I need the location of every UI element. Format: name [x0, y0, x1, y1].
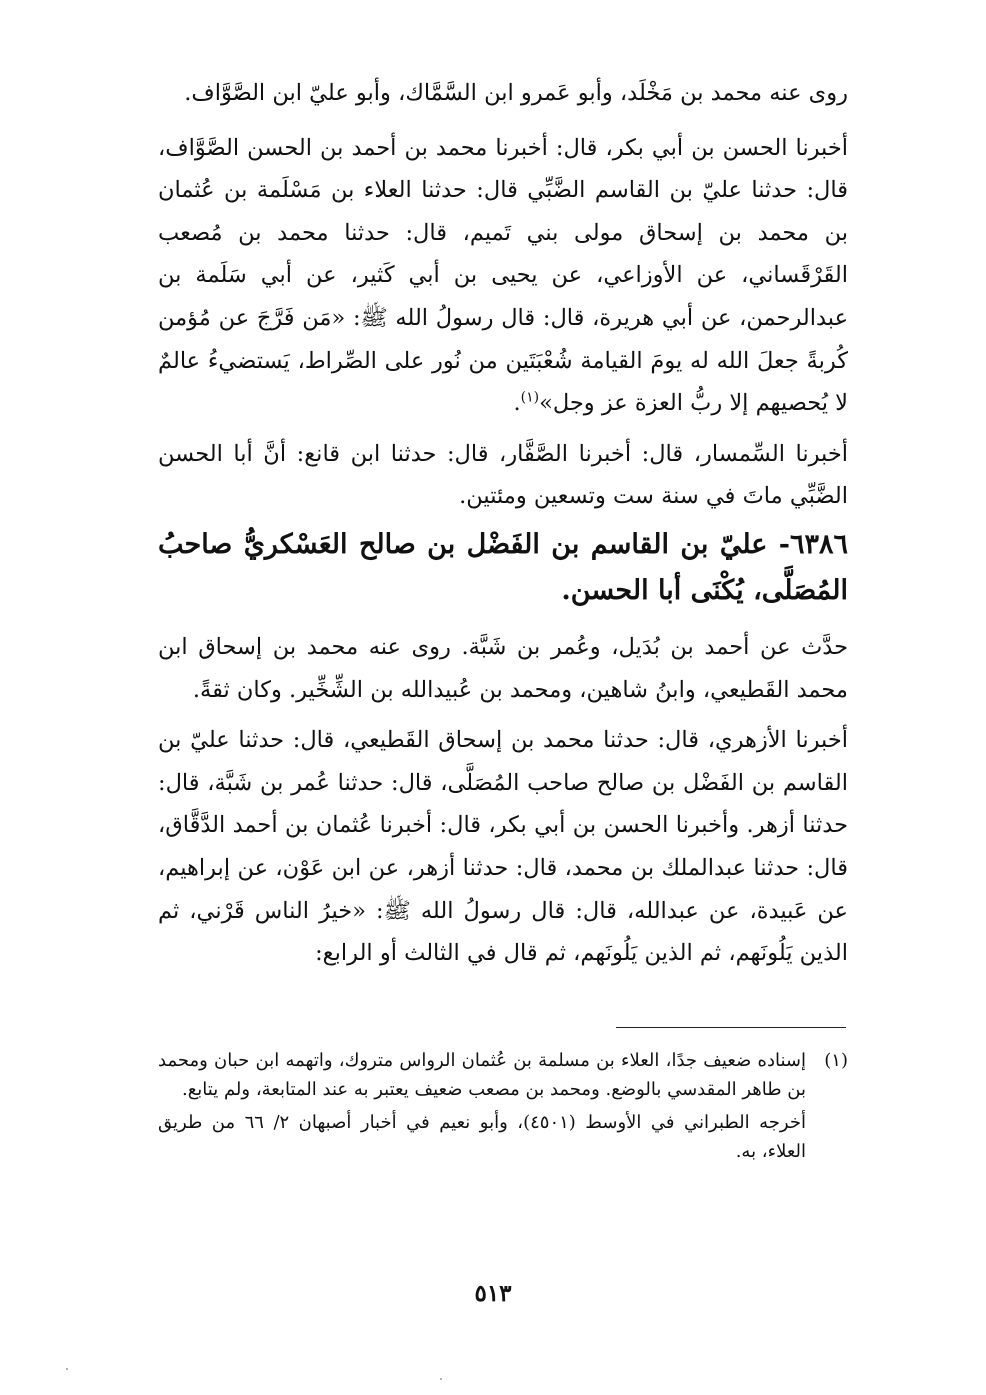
footnote-ref-1[interactable]: (١) — [520, 389, 540, 406]
hadith-text-1: أخبرنا الحسن بن أبي بكر، قال: أخبرنا محمد بن أحمد بن الحسن الصَّوَّاف، قال: حدثنا عليّ بن القاسم الضَّبِّي قال: حدثنا العلاء بن مَسْلَمة بن عُثمان بن محمد بن إسحاق مولى بني تَميم، قال: حدثنا محمد بن مُصعب القَرْقَساني، عن الأوزاعي، عن يحيى بن أبي كَثير، عن أبي سَلَمة بن عبدالرحمن، عن أبي هريرة، قال: قال رسولُ الله ﷺ: «مَن فَرَّجَ عن مُؤمن كُربةً جعلَ الله له يومَ القيامة شُعْبَتَين من نُور على الصِّراط، يَستضيءُ عالمٌ لا يُحصيهم إلا ربُّ العزة عز وجل» — [158, 134, 848, 417]
page-number: ٥١٣ — [474, 1280, 512, 1307]
hadith-end-mark: . — [513, 390, 521, 417]
footnote-1-continuation: أخرجه الطبراني في الأوسط (٤٥٠١)، وأبو نعيم في أخبار أصبهان ٢/ ٦٦ من طريق العلاء، به. — [158, 1112, 806, 1162]
biography-heading: ٦٣٨٦- عليّ بن القاسم بن الفَضْل بن صالح العَسْكريُّ صاحبُ المُصَلَّى، يُكْنَى أبا الحسن. — [158, 528, 848, 606]
footnote-number: (١) — [824, 1050, 848, 1071]
scan-speck — [66, 1368, 68, 1370]
hadith-paragraph-2: أخبرنا الأزهري، قال: حدثنا محمد بن إسحاق القَطيعي، قال: حدثنا عليّ بن القاسم بن الفَضْل بن صالح صاحب المُصَلَّى، قال: حدثنا عُمر بن شَبَّة، قال: حدثنا أزهر. وأخبرنا الحسن بن أبي بكر، قال: أخبرنا عُثمان بن أحمد الدَّقَّاق، قال: حدثنا عبدالملك بن محمد، قال: حدثنا أزهر، عن ابن عَوْن، عن إبراهيم، عن عَبيدة، عن عبدالله، قال: قال رسولُ الله ﷺ: «خيرُ الناس قَرْني، ثم الذين يَلُونَهم، ثم الذين يَلُونَهم، ثم قال في الثالث أو الرابع: — [158, 727, 848, 967]
footnote-separator — [616, 1027, 846, 1028]
footnotes — [158, 1046, 848, 1166]
hadith-paragraph-1 — [158, 127, 848, 425]
main-text — [158, 72, 848, 975]
death-note-paragraph: أخبرنا السِّمسار، قال: أخبرنا الصَّفَّار، قال: حدثنا ابن قانع: أنَّ أبا الحسن الضَّبِّي ماتَ في سنة ست وتسعين ومئتين. — [158, 440, 848, 510]
biography-paragraph: حدَّث عن أحمد بن بُدَيل، وعُمر بن شَبَّة. روى عنه محمد بن إسحاق ابن محمد القَطيعي، وابنُ شاهين، ومحمد بن عُبيدالله بن الشِّخِّير. وكان ثقةً. — [158, 633, 848, 703]
footnote-text: إسناده ضعيف جدًا، العلاء بن مسلمة بن عُثمان الرواس متروك، واتهمه ابن حبان ومحمد بن طاهر المقدسي بالوضع. ومحمد بن مصعب ضعيف يعتبر به عند المتابعة، ولم يتابع. — [158, 1050, 806, 1100]
footnote-1 — [158, 1046, 848, 1104]
scan-speck — [440, 1378, 442, 1380]
narrators-paragraph: روى عنه محمد بن مَخْلَد، وأبو عَمرو ابن السَّمَّاك، وأبو عليّ ابن الصَّوَّاف. — [184, 80, 848, 106]
